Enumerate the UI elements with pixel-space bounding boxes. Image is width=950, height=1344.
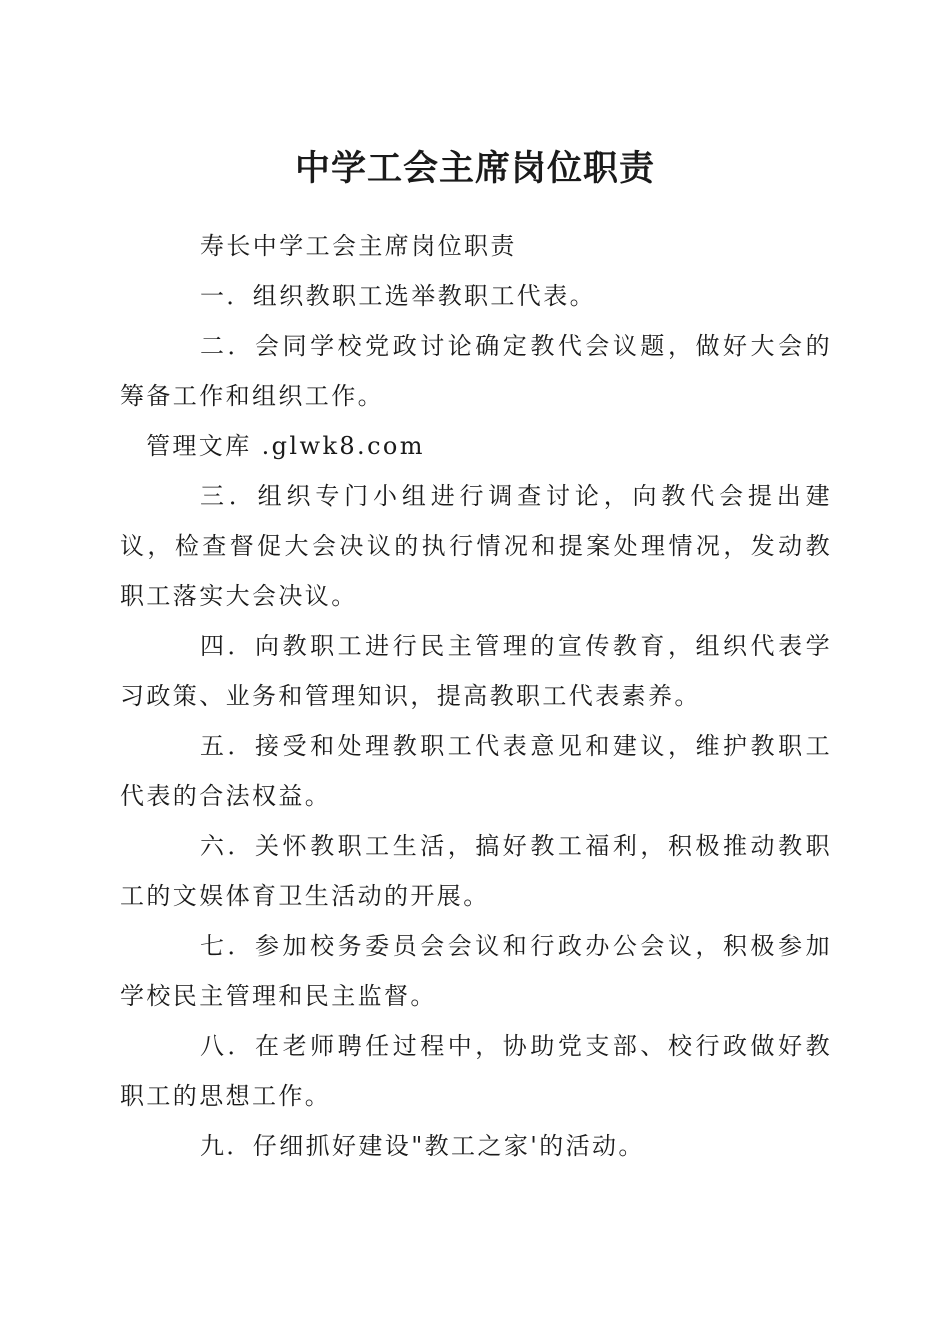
duty-item-7: 七．参加校务委员会会议和行政办公会议，积极参加学校民主管理和民主监督。 [120,932,832,1010]
duty-item-9: 九．仔细抓好建设"教工之家'的活动。 [200,1132,645,1160]
document-body [120,221,832,1171]
duty-item-8: 八．在老师聘任过程中，协助党支部、校行政做好教职工的思想工作。 [120,1032,832,1110]
duty-item-4: 四．向教职工进行民主管理的宣传教育，组织代表学习政策、业务和管理知识，提高教职工代表素养。 [120,632,832,710]
document-subtitle: 寿长中学工会主席岗位职责 [200,232,517,260]
page-title: 中学工会主席岗位职责 [294,148,655,189]
duty-item-6: 六．关怀教职工生活，搞好教工福利，积极推动教职工的文娱体育卫生活动的开展。 [120,832,832,910]
duty-item-1: 一．组织教职工选举教职工代表。 [200,282,596,310]
source-watermark-text: 管理文库 .glwk8.com [146,432,425,460]
duty-item-2: 二．会同学校党政讨论确定教代会议题，做好大会的筹备工作和组织工作。 [120,332,832,410]
duty-item-5: 五．接受和处理教职工代表意见和建议，维护教职工代表的合法权益。 [120,732,832,810]
duty-item-3: 三．组织专门小组进行调查讨论，向教代会提出建议，检查督促大会决议的执行情况和提案处理情况，发动教职工落实大会决议。 [120,482,832,610]
